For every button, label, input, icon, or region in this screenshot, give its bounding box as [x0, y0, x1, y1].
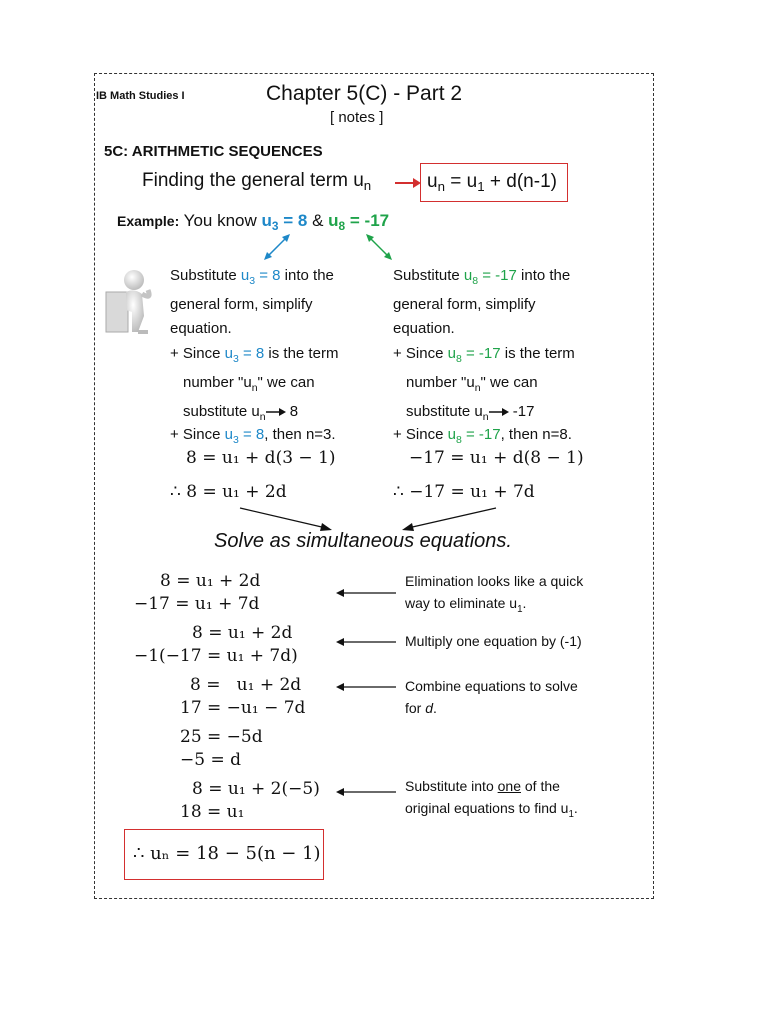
- course-label: IB Math Studies I: [96, 90, 185, 102]
- left-arrow-icon: [336, 636, 398, 648]
- note-multiply: Multiply one equation by (-1): [405, 633, 582, 649]
- page-subtitle: [ notes ]: [330, 109, 384, 126]
- step4-eq2: −5 = d: [180, 750, 241, 770]
- left-step1: Substitute $u_3 = 8$ into the general form, simplify equation.: [170, 267, 334, 337]
- step1-eq2: −17 = u₁ + 7d: [134, 594, 260, 614]
- step5-eq1: 8 = u₁ + 2(−5): [192, 779, 320, 799]
- double-arrow-blue-icon: [262, 232, 292, 262]
- double-arrow-green-icon: [364, 232, 394, 262]
- arrow-right-icon: [394, 176, 422, 190]
- step3-eq2: 17 = −u₁ − 7d: [180, 698, 306, 718]
- arrow-icon: [489, 407, 509, 417]
- left-step2: + Since $u_3 = 8$ is the term number "$u_n$" we can substitute $u_n$ 8: [170, 345, 339, 423]
- left-eq2: ∴ 8 = u₁ + 2d: [170, 482, 287, 502]
- left-arrow-icon: [336, 681, 398, 693]
- step1-eq1: 8 = u₁ + 2d: [160, 571, 261, 591]
- left-eq1: 8 = u₁ + d(3 − 1): [186, 448, 336, 468]
- step2-eq1: 8 = u₁ + 2d: [192, 623, 293, 643]
- step5-eq2: 18 = u₁: [180, 802, 245, 822]
- left-arrow-icon: [336, 587, 398, 599]
- formula-box: [420, 163, 568, 202]
- example-line: Example: You know $u_3 = 8$ & $u_8 = -17$: [117, 211, 390, 233]
- finding-text: Finding the general term $u_n$: [142, 170, 372, 193]
- section-heading: 5C: ARITHMETIC SEQUENCES: [104, 143, 323, 160]
- final-answer: ∴ uₙ = 18 − 5(n − 1): [133, 843, 321, 864]
- final-answer-box: [124, 829, 324, 880]
- thinking-figure-icon: [102, 266, 158, 336]
- note-combine: Combine equations to solve for d.: [405, 678, 578, 716]
- note-elimination: Elimination looks like a quick way to eliminate $u_1$.: [405, 573, 584, 615]
- step2-eq2: −1(−17 = u₁ + 7d): [134, 646, 298, 666]
- left-arrow-icon: [336, 786, 398, 798]
- general-formula: $u_n = u_1 + d(n-1)$: [427, 171, 557, 194]
- left-step3: + Since $u_3 = 8$, then n=3.: [170, 426, 336, 446]
- step3-eq1: 8 = u₁ + 2d: [190, 675, 302, 695]
- right-step3: + Since $u_8 = -17$, then n=8.: [393, 426, 572, 446]
- right-eq1: −17 = u₁ + d(8 − 1): [409, 448, 584, 468]
- solve-heading: Solve as simultaneous equations.: [214, 530, 512, 552]
- page-title: Chapter 5(C) - Part 2: [266, 82, 463, 105]
- right-eq2: ∴ −17 = u₁ + 7d: [393, 482, 535, 502]
- right-step1: Substitute $u_8 = -17$ into the general form, simplify equation.: [393, 267, 571, 337]
- step4-eq1: 25 = −5d: [180, 727, 263, 747]
- arrow-icon: [266, 407, 286, 417]
- note-substitute: Substitute into one of the original equations to find $u_1$.: [405, 778, 578, 820]
- right-step2: + Since $u_8 = -17$ is the term number "$u_n$" we can substitute $u_n$ -17: [393, 345, 575, 423]
